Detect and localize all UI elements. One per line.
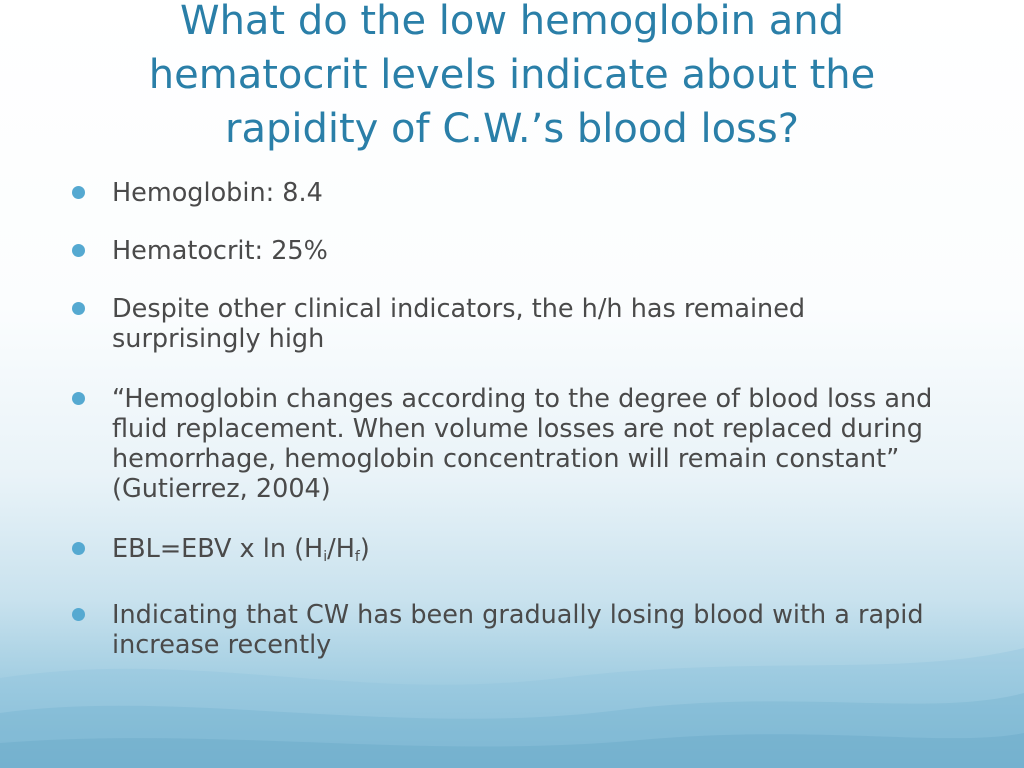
bullet-quote <box>72 384 952 504</box>
bullet-text: Indicating that CW has been gradually losing blood with a rapid increase recently <box>112 600 924 660</box>
bullet-hematocrit <box>72 236 952 266</box>
bullet-text: Hemoglobin: 8.4 <box>112 178 323 208</box>
bullet-dot-icon <box>72 542 85 555</box>
bullet-indicating <box>72 600 952 660</box>
bullet-dot-icon <box>72 244 85 257</box>
bullet-list <box>72 178 952 690</box>
bullet-text: Despite other clinical indicators, the h/h has remained surprisingly high <box>112 294 806 354</box>
bullet-hemoglobin <box>72 178 952 208</box>
bullet-despite <box>72 294 952 354</box>
bullet-text: “Hemoglobin changes according to the degree of blood loss and fluid replacement. When volume losses are not replaced during hemorrhage, hemoglobin concentration will remain constant” (Gutierrez, 2004) <box>112 384 933 504</box>
bullet-dot-icon <box>72 608 85 621</box>
bullet-dot-icon <box>72 302 85 315</box>
formula-sub-f: f <box>354 549 360 565</box>
bullet-dot-icon <box>72 186 85 199</box>
slide-title: What do the low hemoglobin and hematocrit levels indicate about the rapidity of C.W.’s blood loss? <box>148 0 876 152</box>
formula-suffix: ) <box>359 534 370 564</box>
bullet-text: Hematocrit: 25% <box>112 236 328 266</box>
bullet-formula <box>72 534 952 572</box>
formula-sub-i: i <box>323 549 328 565</box>
bullet-dot-icon <box>72 392 85 405</box>
formula-prefix: EBL=EBV x ln (H <box>112 534 324 564</box>
formula-mid: /H <box>327 534 355 564</box>
